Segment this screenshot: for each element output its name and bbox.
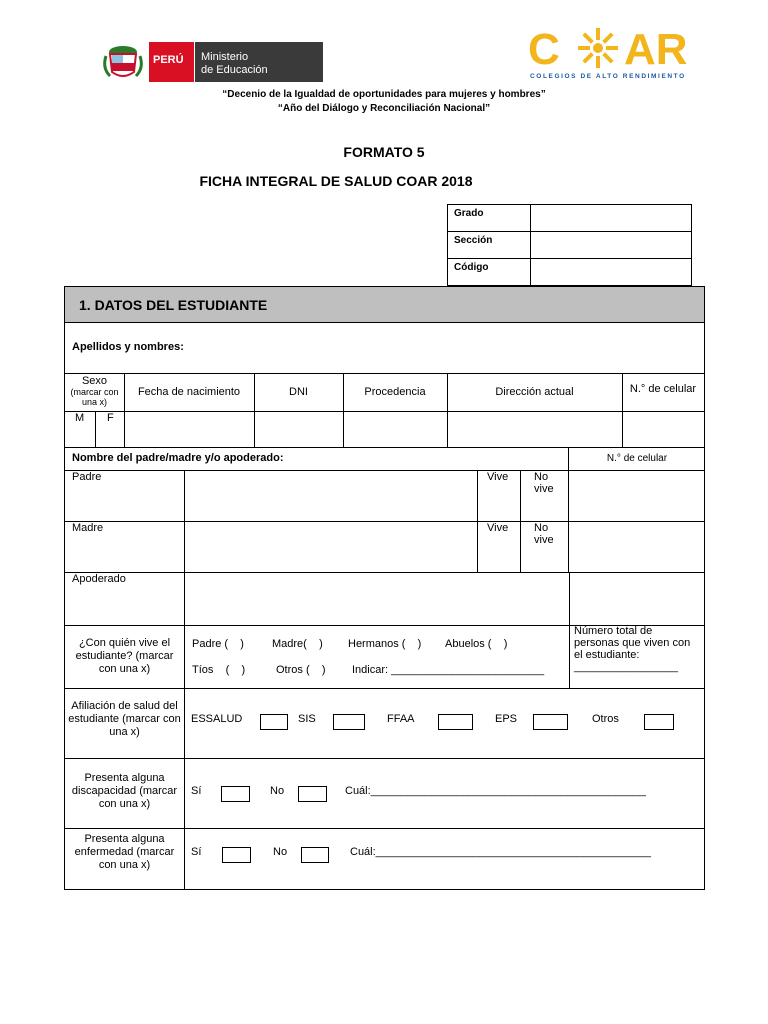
parent-header: Nombre del padre/madre y/o apoderado: xyxy=(72,452,284,464)
disability-label: Presenta alguna discapacidad (marcar con una x) xyxy=(71,772,178,810)
disability-options xyxy=(184,758,705,828)
lives-with-options xyxy=(184,625,570,688)
essalud-label: ESSALUD xyxy=(191,713,243,725)
ministry-brand-block xyxy=(195,42,323,82)
grade-label: Grado xyxy=(454,208,484,219)
father-alive[interactable]: Vive xyxy=(476,470,521,521)
lives-with-label: ¿Con quién vive el estudiante? (marcar con una x) xyxy=(75,637,174,675)
student-values-row xyxy=(65,411,704,448)
origin-field[interactable] xyxy=(343,411,448,447)
section-label-cell xyxy=(447,231,531,259)
coar-logo-icon xyxy=(528,26,718,70)
lives-with-row xyxy=(65,625,704,689)
eps-label: EPS xyxy=(495,713,518,725)
peru-label: PERÚ xyxy=(153,54,184,66)
format-title: FORMATO 5 xyxy=(343,144,425,160)
svg-text:C: C xyxy=(528,26,560,70)
dni-field[interactable] xyxy=(254,411,344,447)
illness-label: Presenta alguna enfermedad (marcar con una x) xyxy=(74,833,175,871)
guardian-row xyxy=(65,572,704,626)
disability-row xyxy=(65,758,704,829)
father-name-field[interactable] xyxy=(184,470,478,521)
names-row[interactable] xyxy=(65,322,704,374)
grade-field[interactable] xyxy=(530,204,692,232)
peru-coat-of-arms-icon xyxy=(100,42,146,82)
guardian-label: Apoderado xyxy=(72,573,126,585)
ministry-line1: Ministerio xyxy=(201,51,249,63)
disability-no-label: No xyxy=(270,785,285,797)
student-header-row xyxy=(65,373,704,412)
coar-logo xyxy=(528,26,718,86)
sex-f-cell[interactable]: F xyxy=(95,411,125,447)
lw-indicate-field[interactable]: Indicar: _________________________ xyxy=(352,664,545,676)
coar-tagline: COLEGIOS DE ALTO RENDIMIENTO xyxy=(530,73,686,80)
lw-uncles-option[interactable]: Tíos ( ) xyxy=(192,664,246,676)
others-label: Otros xyxy=(592,713,619,725)
address-header: Dirección actual xyxy=(447,373,623,411)
lw-father-option[interactable]: Padre ( ) xyxy=(192,638,244,650)
section1-title: 1. DATOS DEL ESTUDIANTE xyxy=(79,297,268,313)
sex-header xyxy=(65,373,125,411)
form-subtitle: FICHA INTEGRAL DE SALUD COAR 2018 xyxy=(199,173,473,189)
health-row xyxy=(65,688,704,759)
birth-field[interactable] xyxy=(124,411,255,447)
peru-brand-block xyxy=(149,42,194,82)
illness-which-field[interactable]: Cuál:_____________________________________________ xyxy=(350,846,651,858)
cell-field[interactable] xyxy=(622,411,704,447)
eps-checkbox[interactable] xyxy=(533,714,568,730)
disability-yes-checkbox[interactable] xyxy=(221,786,250,802)
mother-alive[interactable]: Vive xyxy=(476,521,521,572)
mother-label: Madre xyxy=(72,522,104,534)
meta-table xyxy=(447,204,692,286)
code-label-cell xyxy=(447,258,531,286)
section1-header xyxy=(65,287,704,323)
others-checkbox[interactable] xyxy=(644,714,674,730)
dni-header: DNI xyxy=(254,373,344,411)
birth-header: Fecha de nacimiento xyxy=(124,373,255,411)
ffaa-label: FFAA xyxy=(387,713,415,725)
code-label: Código xyxy=(454,262,489,273)
disability-which-field[interactable]: Cuál:_____________________________________________ xyxy=(345,785,646,797)
code-field[interactable] xyxy=(530,258,692,286)
decade-line: “Decenio de la Igualdad de oportunidades para mujeres y hombres” xyxy=(222,89,546,100)
sis-label: SIS xyxy=(298,713,316,725)
health-options xyxy=(184,688,705,758)
guardian-name-field[interactable] xyxy=(184,572,570,625)
lw-mother-option[interactable]: Madre( ) xyxy=(272,638,323,650)
essalud-checkbox[interactable] xyxy=(260,714,288,730)
sex-m-cell[interactable]: M xyxy=(65,411,96,447)
svg-text:AR: AR xyxy=(624,26,688,70)
father-row xyxy=(65,470,704,522)
section-label: Sección xyxy=(454,235,493,246)
disability-yes-label: Sí xyxy=(191,785,202,797)
guardian-cell-field[interactable] xyxy=(568,572,704,625)
lw-grandparents-option[interactable]: Abuelos ( ) xyxy=(445,638,508,650)
father-cell-field[interactable] xyxy=(568,470,704,521)
father-not-alive[interactable]: No vive xyxy=(520,470,569,521)
lw-siblings-option[interactable]: Hermanos ( ) xyxy=(348,638,422,650)
sis-checkbox[interactable] xyxy=(333,714,365,730)
cell-header: N.° de celular xyxy=(629,383,697,395)
mother-row xyxy=(65,521,704,573)
grade-label-cell xyxy=(447,204,531,232)
origin-header: Procedencia xyxy=(343,373,448,411)
student-data-table xyxy=(64,286,705,890)
parent-header-row xyxy=(65,447,704,471)
illness-yes-checkbox[interactable] xyxy=(222,847,251,863)
mother-cell-field[interactable] xyxy=(568,521,704,572)
people-count-field[interactable]: Número total de personas que viven con el estudiante: _________________ xyxy=(574,625,691,673)
illness-row xyxy=(65,828,704,889)
sex-label: Sexo xyxy=(81,375,108,387)
illness-options xyxy=(184,828,705,889)
father-label: Padre xyxy=(72,471,102,483)
names-label: Apellidos y nombres: xyxy=(72,341,184,353)
illness-no-checkbox[interactable] xyxy=(301,847,329,863)
sex-hint: (marcar con una x) xyxy=(70,387,119,407)
mother-not-alive[interactable]: No vive xyxy=(520,521,569,572)
illness-no-label: No xyxy=(273,846,288,858)
section-field[interactable] xyxy=(530,231,692,259)
mother-name-field[interactable] xyxy=(184,521,478,572)
year-line: “Año del Diálogo y Reconciliación Nacional” xyxy=(277,103,491,114)
parent-cell-header: N.° de celular xyxy=(568,447,705,470)
ffaa-checkbox[interactable] xyxy=(438,714,473,730)
lw-others-option[interactable]: Otros ( ) xyxy=(276,664,326,676)
disability-no-checkbox[interactable] xyxy=(298,786,327,802)
health-label: Afiliación de salud del estudiante (marcar con una x) xyxy=(68,700,181,738)
ministry-line2: de Educación xyxy=(201,64,268,76)
address-field[interactable] xyxy=(447,411,623,447)
illness-yes-label: Sí xyxy=(191,846,202,858)
